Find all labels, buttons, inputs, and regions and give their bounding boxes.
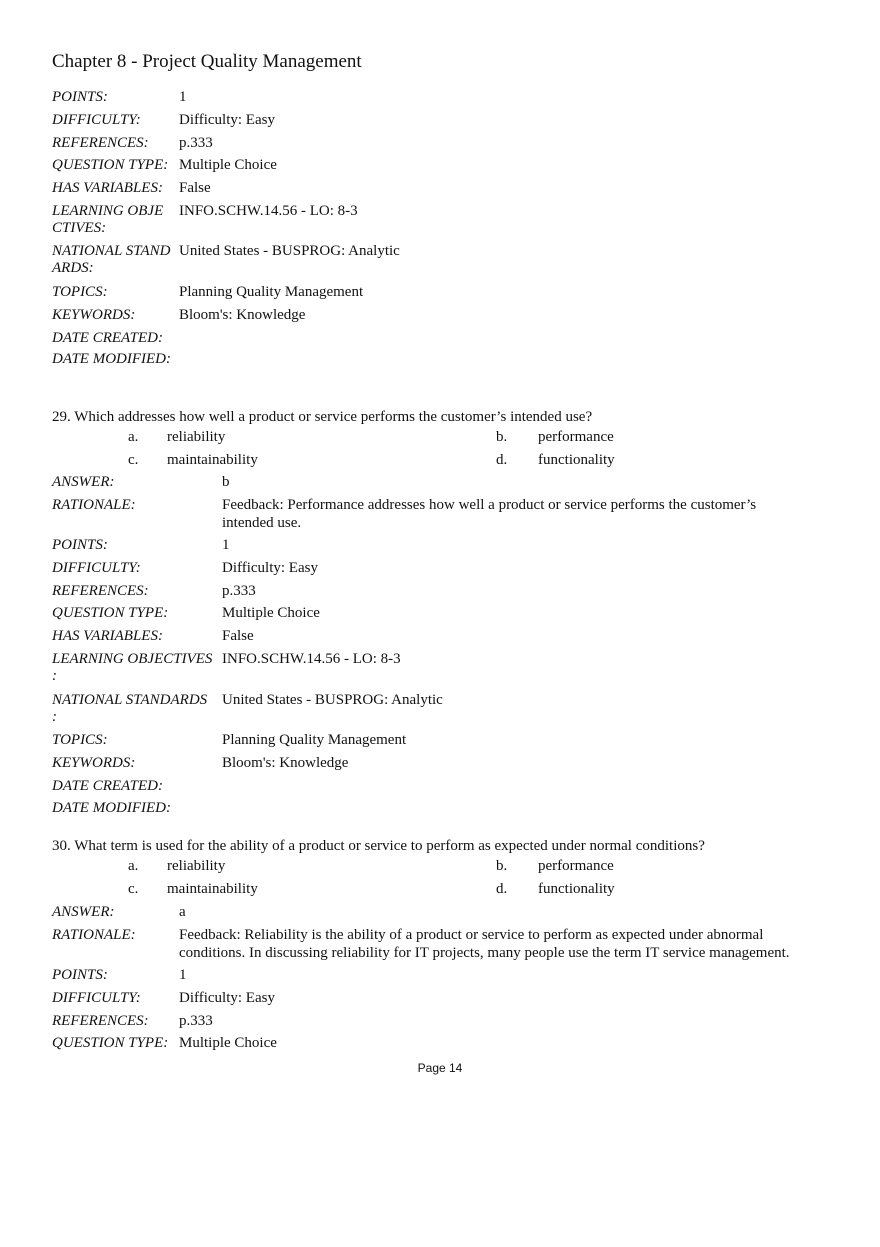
references-label: REFERENCES:: [52, 1013, 149, 1029]
question-type-label: QUESTION TYPE:: [52, 605, 169, 621]
question-type-value: Multiple Choice: [179, 1035, 277, 1051]
date-created-label: DATE CREATED:: [52, 330, 163, 346]
learning-objectives-label-line1: LEARNING OBJECTIVES: [52, 651, 213, 667]
has-variables-value: False: [222, 628, 254, 644]
national-standards-label-line1: NATIONAL STANDARDS: [52, 692, 208, 708]
question-30-options: [52, 857, 832, 901]
learning-objectives-value: INFO.SCHW.14.56 - LO: 8-3: [222, 651, 401, 667]
option-b-letter: b.: [496, 429, 508, 445]
option-a-text: reliability: [167, 429, 226, 445]
national-standards-value: United States - BUSPROG: Analytic: [179, 243, 400, 259]
rationale-label: RATIONALE:: [52, 927, 136, 943]
has-variables-value: False: [179, 180, 211, 196]
references-label: REFERENCES:: [52, 583, 149, 599]
references-label: REFERENCES:: [52, 135, 149, 151]
difficulty-value: Difficulty: Easy: [179, 990, 275, 1006]
option-a-text: reliability: [167, 858, 226, 874]
question-type-label: QUESTION TYPE:: [52, 157, 169, 173]
answer-label: ANSWER:: [52, 474, 115, 490]
topics-label: TOPICS:: [52, 732, 108, 748]
national-standards-label-line2: ARDS:: [52, 260, 94, 276]
question-29-text: 29. Which addresses how well a product or service performs the customer’s intended use?: [52, 409, 593, 425]
points-value: 1: [179, 89, 187, 105]
option-c-letter: c.: [128, 452, 139, 468]
keywords-label: KEYWORDS:: [52, 755, 136, 771]
rationale-label: RATIONALE:: [52, 497, 136, 513]
topics-value: Planning Quality Management: [222, 732, 407, 748]
references-value: p.333: [222, 583, 256, 599]
points-label: POINTS:: [52, 89, 108, 105]
keywords-value: Bloom's: Knowledge: [222, 755, 349, 771]
difficulty-value: Difficulty: Easy: [179, 112, 275, 128]
points-label: POINTS:: [52, 537, 108, 553]
references-value: p.333: [179, 135, 213, 151]
difficulty-label: DIFFICULTY:: [52, 990, 141, 1006]
points-value: 1: [179, 967, 187, 983]
option-b-letter: b.: [496, 858, 508, 874]
option-b-text: performance: [538, 858, 614, 874]
option-c-text: maintainability: [167, 881, 258, 897]
topics-value: Planning Quality Management: [179, 284, 364, 300]
answer-label: ANSWER:: [52, 904, 115, 920]
points-label: POINTS:: [52, 967, 108, 983]
option-d-text: functionality: [538, 452, 615, 468]
page-number: Page 14: [417, 1061, 463, 1075]
option-c-letter: c.: [128, 881, 139, 897]
question-type-label: QUESTION TYPE:: [52, 1035, 169, 1051]
national-standards-label-line2: :: [52, 709, 57, 725]
question-30-text: 30. What term is used for the ability of a product or service to perform as expected under normal conditions?: [52, 838, 705, 854]
question-type-value: Multiple Choice: [179, 157, 277, 173]
answer-value: a: [179, 904, 186, 920]
option-d-letter: d.: [496, 881, 508, 897]
rationale-value: Feedback: Performance addresses how well a product or service performs the customer’s intended use.: [222, 497, 757, 531]
difficulty-label: DIFFICULTY:: [52, 112, 141, 128]
date-created-label: DATE CREATED:: [52, 778, 163, 794]
has-variables-label: HAS VARIABLES:: [52, 180, 163, 196]
option-d-text: functionality: [538, 881, 615, 897]
question-type-value: Multiple Choice: [222, 605, 320, 621]
option-c-text: maintainability: [167, 452, 258, 468]
question-29-options: [52, 428, 832, 472]
difficulty-label: DIFFICULTY:: [52, 560, 141, 576]
topics-label: TOPICS:: [52, 284, 108, 300]
keywords-label: KEYWORDS:: [52, 307, 136, 323]
national-standards-label-line1: NATIONAL STAND: [52, 243, 171, 259]
difficulty-value: Difficulty: Easy: [222, 560, 318, 576]
learning-objectives-label-line1: LEARNING OBJE: [52, 203, 164, 219]
learning-objectives-label-line2: :: [52, 668, 57, 684]
chapter-title: Chapter 8 - Project Quality Management: [52, 51, 362, 72]
learning-objectives-value: INFO.SCHW.14.56 - LO: 8-3: [179, 203, 358, 219]
option-a-letter: a.: [128, 858, 139, 874]
keywords-value: Bloom's: Knowledge: [179, 307, 306, 323]
has-variables-label: HAS VARIABLES:: [52, 628, 163, 644]
option-a-letter: a.: [128, 429, 139, 445]
date-modified-label: DATE MODIFIED:: [52, 351, 171, 367]
learning-objectives-label-line2: CTIVES:: [52, 220, 107, 236]
option-d-letter: d.: [496, 452, 508, 468]
rationale-value: Feedback: Reliability is the ability of a product or service to perform as expected under abnormal conditions. In discussing reliability for IT projects, many people use the term IT service management.: [179, 927, 790, 961]
references-value: p.333: [179, 1013, 213, 1029]
points-value: 1: [222, 537, 230, 553]
date-modified-label: DATE MODIFIED:: [52, 800, 171, 816]
answer-value: b: [222, 474, 230, 490]
national-standards-value: United States - BUSPROG: Analytic: [222, 692, 443, 708]
option-b-text: performance: [538, 429, 614, 445]
